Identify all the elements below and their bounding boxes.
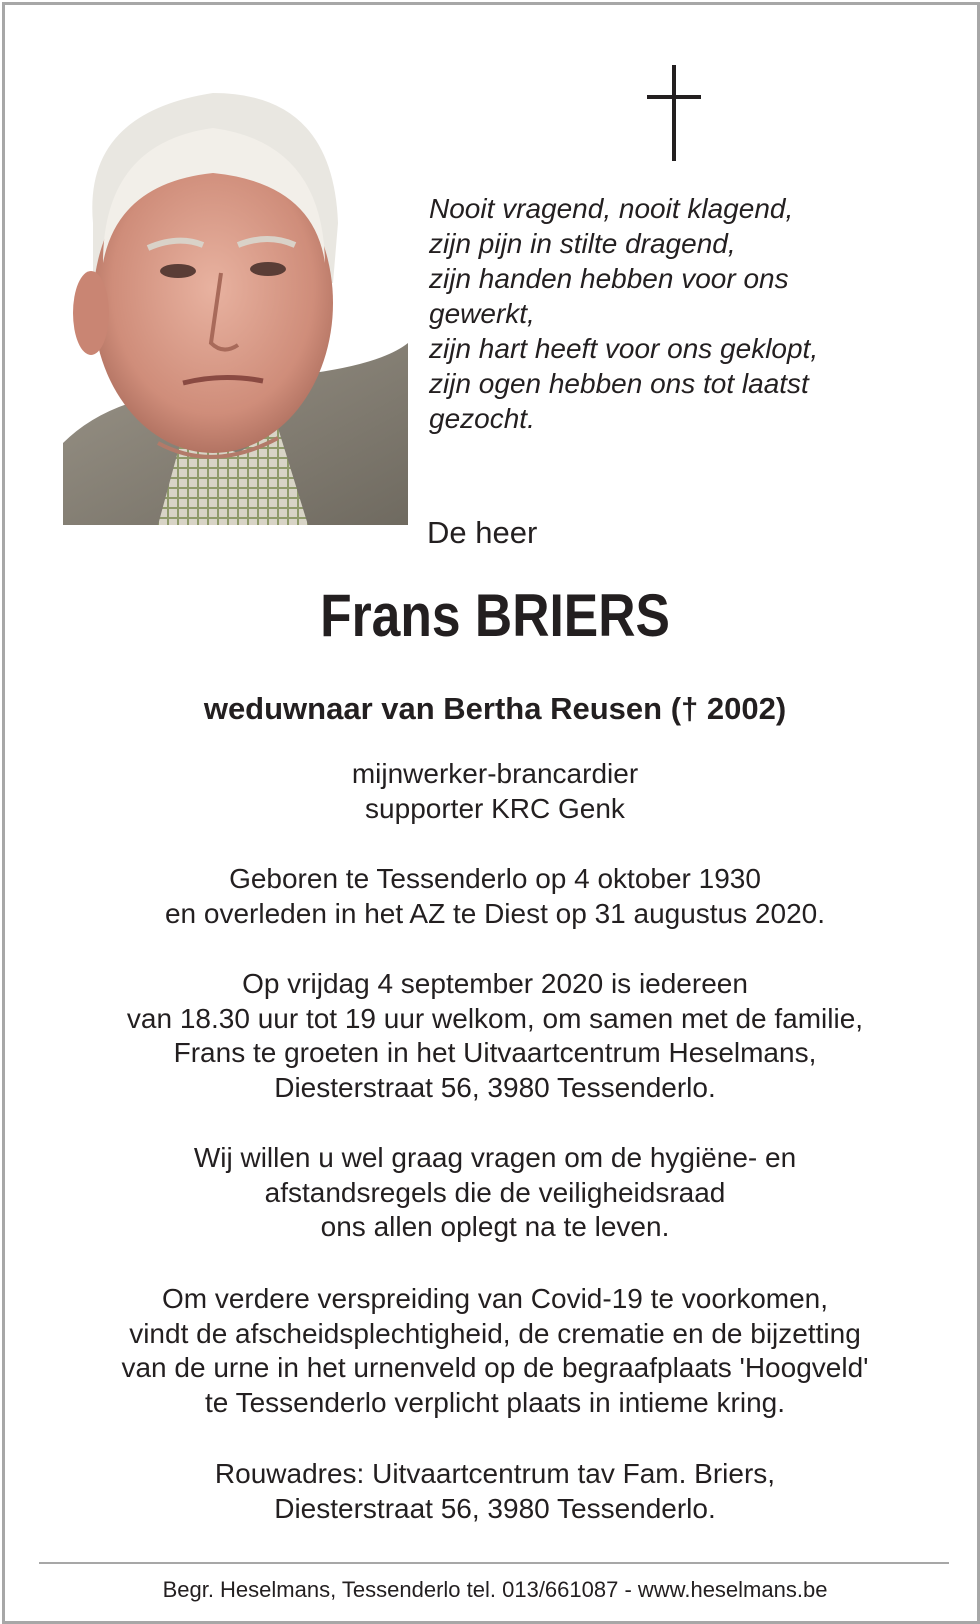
poem-line: gezocht. [429,403,535,434]
visitation-line: van 18.30 uur tot 19 uur welkom, om samen met de familie, [126,1002,864,1034]
address-line: Rouwadres: Uitvaartcentrum tav Fam. Briers, [214,1458,776,1489]
covid-line: vindt de afscheidsplechtigheid, de crematie en de bijzetting [129,1317,861,1349]
footer-divider [39,1562,949,1564]
visitation-line: Frans te groeten in het Uitvaartcentrum Heselmans, [173,1037,817,1068]
address-line: Diesterstraat 56, 3980 Tessenderlo. [274,1492,716,1524]
hygiene-line: afstandsregels die de veiligheidsraad [264,1176,726,1208]
occupation-line: supporter KRC Genk [365,792,625,824]
covid-line: te Tessenderlo verplicht plaats in intieme kring. [204,1386,785,1418]
covid-line: Om verdere verspreiding van Covid-19 te voorkomen, [161,1283,829,1314]
birth-death-line: en overleden in het AZ te Diest op 31 augustus 2020. [164,897,825,929]
occupation-line: mijnwerker-brancardier [351,758,639,789]
memorial-poem [429,191,899,436]
hygiene-line: ons allen oplegt na te leven. [320,1211,670,1242]
hygiene-block [5,1141,980,1245]
visitation-block [5,967,980,1105]
covid-line: van de urne in het urnenveld op de begraafplaats 'Hoogveld' [121,1352,869,1383]
salutation: De heer [427,515,538,550]
hygiene-line: Wij willen u wel graag vragen om de hygiëne- en [193,1142,797,1173]
poem-line: zijn ogen hebben ons tot laatst [429,368,809,399]
birth-death-line: Geboren te Tessenderlo op 4 oktober 1930 [229,863,761,894]
obituary-card [2,2,980,1624]
portrait-photo [63,73,408,525]
poem-line: zijn handen hebben voor ons [429,263,789,294]
birth-death-block [5,862,980,931]
poem-line: gewerkt, [429,298,535,329]
widower-line: weduwnaar van Bertha Reusen († 2002) [203,691,787,726]
visitation-line: Diesterstraat 56, 3980 Tessenderlo. [274,1071,716,1103]
poem-line: zijn pijn in stilte dragend, [429,228,736,259]
poem-line: zijn hart heeft voor ons geklopt, [429,333,819,364]
address-block [5,1457,980,1526]
occupation-block [5,757,980,826]
latin-cross-icon [645,65,705,165]
visitation-line: Op vrijdag 4 september 2020 is iedereen [242,968,748,999]
funeral-home-footer: Begr. Heselmans, Tessenderlo tel. 013/661087 - www.heselmans.be [162,1577,828,1602]
poem-line: Nooit vragend, nooit klagend, [429,193,794,224]
covid-block [5,1282,980,1420]
deceased-name: Frans BRIERS [320,582,670,649]
